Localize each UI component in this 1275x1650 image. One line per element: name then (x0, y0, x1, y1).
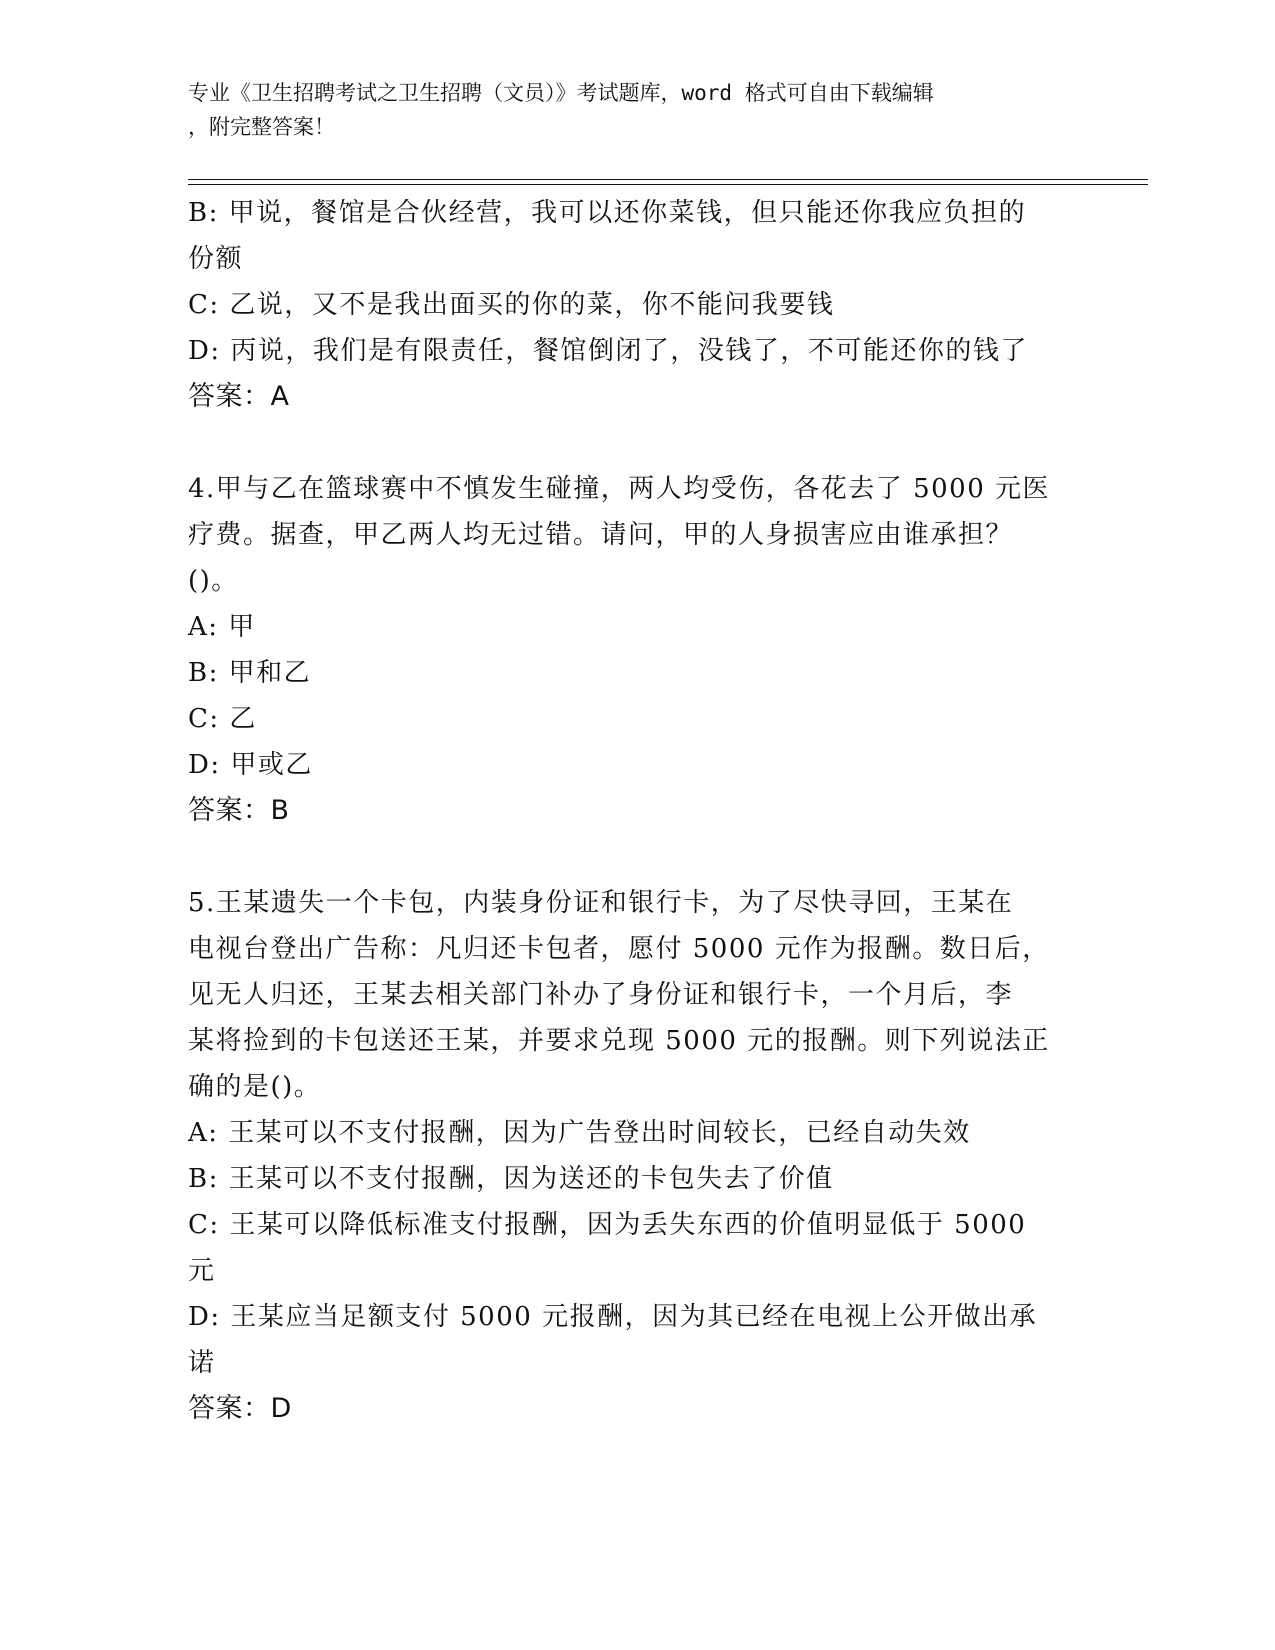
question-stem-line-5: 确的是()。 (188, 1072, 322, 1102)
header-divider-top (188, 179, 1148, 180)
header-divider-bottom (188, 184, 1148, 185)
question-stem-line-3: 见无人归还，王某去相关部门补办了身份证和银行卡，一个月后，李 (188, 980, 1014, 1010)
header-line-1: 专业《卫生招聘考试之卫生招聘（文员）》考试题库，word 格式可自由下载编辑 (188, 81, 934, 105)
header-line-2: ，附完整答案！ (188, 115, 335, 139)
option-b-line-1: B: 甲说，餐馆是合伙经营，我可以还你菜钱，但只能还你我应负担的 (188, 198, 1027, 228)
question-5 (188, 880, 1078, 1432)
option-c-line-1: C: 王某可以降低标准支付报酬，因为丢失东西的价值明显低于 5000 (188, 1210, 1027, 1240)
question-stem-line-4: 某将捡到的卡包送还王某，并要求兑现 5000 元的报酬。则下列说法正 (188, 1026, 1050, 1056)
option-d: D: 甲或乙 (188, 750, 313, 780)
option-a: A: 甲 (188, 612, 256, 642)
spacer (188, 834, 1078, 880)
page-header (188, 76, 1068, 144)
question-stem-line-2: 疗费。据查，甲乙两人均无过错。请问，甲的人身损害应由谁承担？ (188, 520, 1014, 550)
question-stem-line-1: 4.甲与乙在篮球赛中不慎发生碰撞，两人均受伤，各花去了 5000 元医 (188, 474, 1051, 504)
question-4 (188, 466, 1078, 834)
option-b: B: 王某可以不支付报酬，因为送还的卡包失去了价值 (188, 1164, 834, 1194)
spacer (188, 420, 1078, 466)
option-a: A: 王某可以不支付报酬，因为广告登出时间较长，已经自动失效 (188, 1118, 971, 1148)
question-stem-line-3: ()。 (188, 566, 239, 596)
answer: 答案：A (188, 381, 290, 412)
answer: 答案：B (188, 795, 290, 826)
question-stem-line-1: 5.王某遗失一个卡包，内装身份证和银行卡，为了尽快寻回，王某在 (188, 888, 1014, 918)
option-d: D: 丙说，我们是有限责任，餐馆倒闭了，没钱了，不可能还你的钱了 (188, 336, 1028, 366)
option-d-line-1: D: 王某应当足额支付 5000 元报酬，因为其已经在电视上公开做出承 (188, 1302, 1038, 1332)
document-body (188, 190, 1078, 1432)
option-b: B: 甲和乙 (188, 658, 312, 688)
question-3-tail (188, 190, 1078, 420)
option-c-line-2: 元 (188, 1256, 216, 1286)
option-b-line-2: 份额 (188, 244, 244, 274)
question-stem-line-2: 电视台登出广告称：凡归还卡包者，愿付 5000 元作为报酬。数日后， (188, 934, 1050, 964)
option-c: C: 乙说，又不是我出面买的你的菜，你不能问我要钱 (188, 290, 835, 320)
answer: 答案：D (188, 1393, 292, 1424)
option-d-line-2: 诺 (188, 1348, 216, 1378)
option-c: C: 乙 (188, 704, 257, 734)
